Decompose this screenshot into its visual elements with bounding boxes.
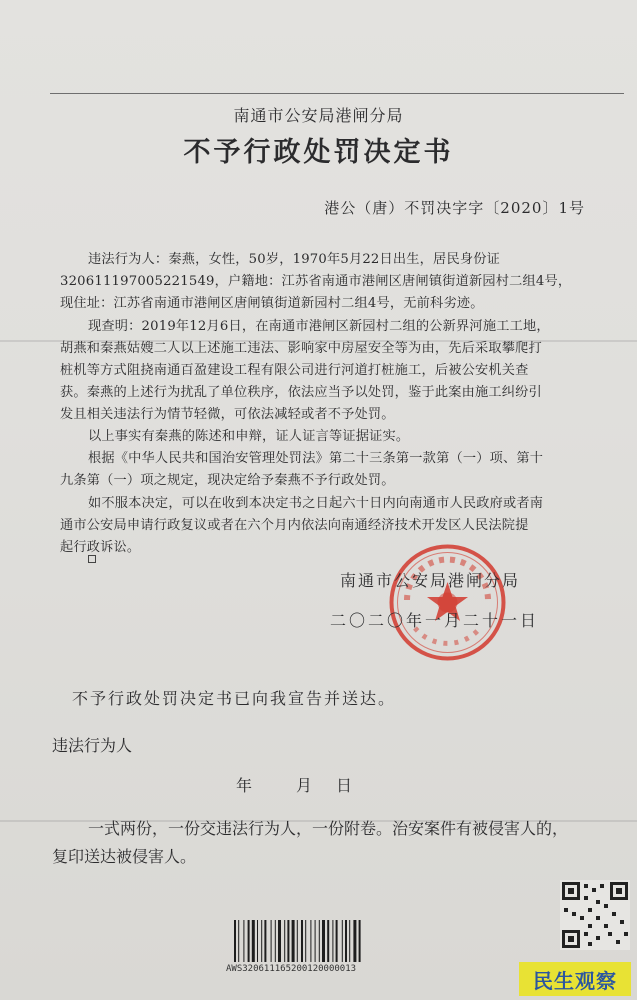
issuing-organization: 南通市公安局港闸分局 — [233, 106, 404, 125]
receipt-date-blank: 年 月 日 — [236, 776, 357, 795]
qr-code-icon — [560, 880, 630, 950]
footer-note-line: 一式两份，一份交违法行为人，一份附卷。治安案件有被侵害人的， — [88, 819, 569, 838]
document-number: 港公（唐）不罚决字字〔2020〕1号 — [324, 199, 585, 217]
body-line: 桩机等方式阻挠南通百盈建设工程有限公司进行河道打桩施工，后被公安机关查 — [60, 363, 529, 378]
body-line: 现住址：江苏省南通市港闸区唐闸镇街道新园村二组4号，无前科劣迹。 — [60, 296, 484, 311]
body-line: 现查明：2019年12月6日，在南通市港闸区新园村二组的公新界河施工工地， — [88, 319, 550, 334]
body-line: 以上事实有秦燕的陈述和申辩，证人证言等证据证实。 — [88, 429, 410, 444]
body-line: 根据《中华人民共和国治安管理处罚法》第二十三条第一款第（一）项、第十 — [88, 451, 544, 466]
body-line: 起行政诉讼。 — [60, 540, 141, 555]
body-line: 320611197005221549，户籍地：江苏省南通市港闸区唐闸镇街道新园村二组4号， — [60, 274, 572, 289]
body-line: 如不服本决定，可以在收到本决定书之日起六十日内向南通市人民政府或者南 — [88, 496, 544, 511]
body-line: 发且相关违法行为情节轻微，可依法减轻或者不予处罚。 — [60, 407, 395, 422]
body-line: 通市公安局申请行政复议或者在六个月内依法向南通经济技术开发区人民法院提 — [60, 518, 529, 533]
body-line: 九条第（一）项之规定，现决定给予秦燕不予行政处罚。 — [60, 473, 395, 488]
body-line: 违法行为人：秦燕，女性，50岁，1970年5月22日出生，居民身份证 — [88, 252, 500, 267]
signature-organization: 南通市公安局港闸分局 — [340, 571, 521, 590]
body-line: 胡燕和秦燕姑嫂二人以上述施工违法、影响家中房屋安全等为由，先后采取攀爬打 — [60, 341, 542, 356]
body-line: 获。秦燕的上述行为扰乱了单位秩序，依法应当予以处罚，鉴于此案由施工纠纷引 — [60, 385, 542, 400]
signature-date: 二〇二〇年一月二十一日 — [330, 611, 540, 630]
barcode-number: AWS320611165200120000013 — [226, 964, 357, 974]
document-title: 不予行政处罚决定书 — [183, 137, 454, 168]
top-rule — [50, 93, 624, 94]
barcode — [232, 918, 387, 964]
footer-note-line: 复印送达被侵害人。 — [52, 847, 197, 866]
watermark-badge — [519, 962, 631, 996]
official-seal — [385, 540, 510, 665]
offender-label: 违法行为人 — [52, 736, 133, 755]
small-square-mark — [88, 555, 96, 563]
receipt-statement: 不予行政处罚决定书已向我宣告并送达。 — [72, 689, 397, 708]
watermark-text: 民生观察 — [533, 968, 617, 993]
